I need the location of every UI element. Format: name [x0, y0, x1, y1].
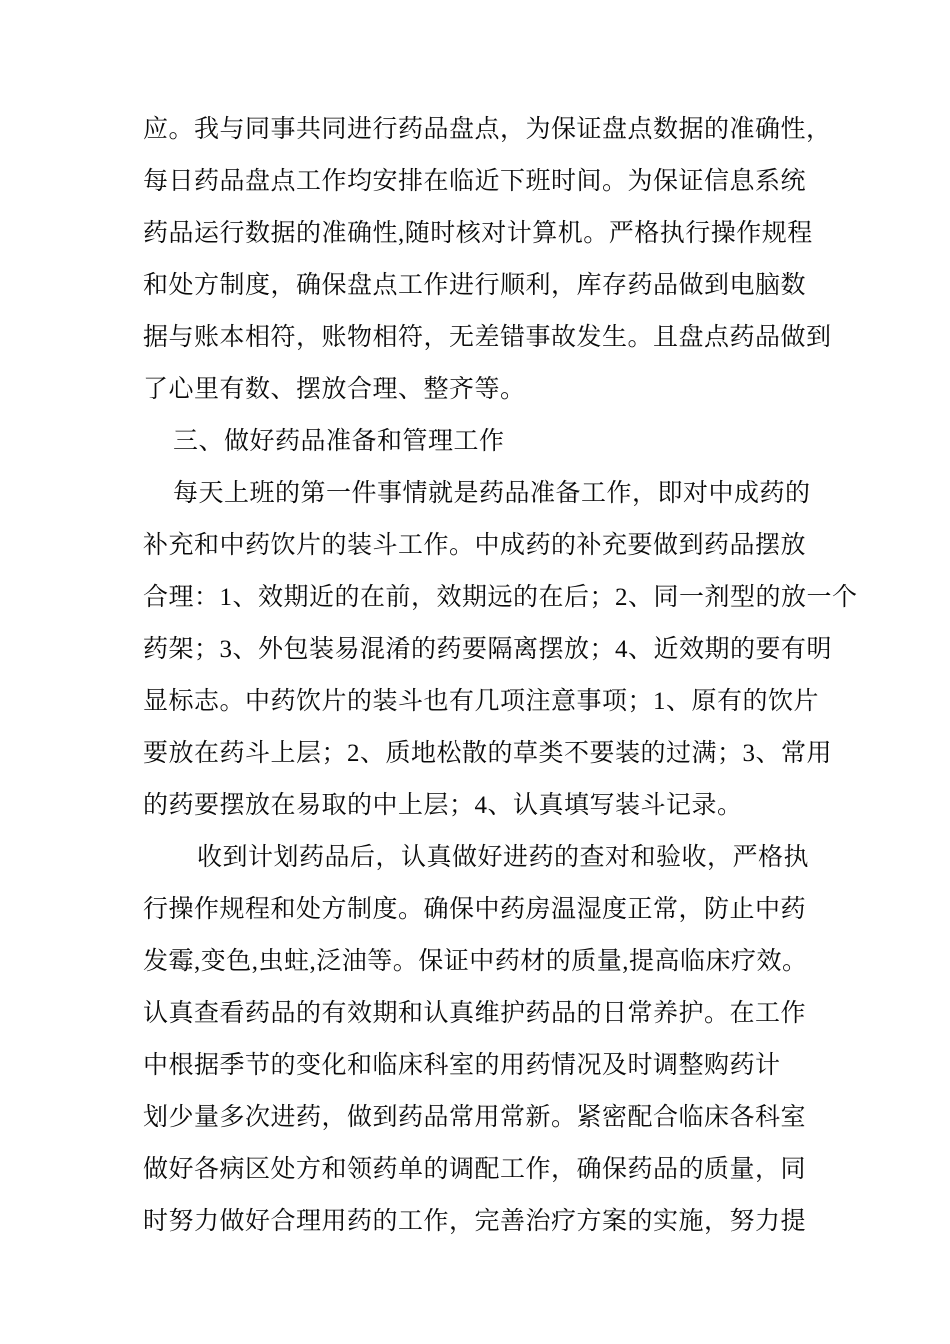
text-line: 药架；3、外包装易混淆的药要隔离摆放；4、近效期的要有明 [143, 636, 833, 663]
text-line: 收到计划药品后，认真做好进药的查对和验收，严格执 [197, 844, 810, 871]
text-line: 中根据季节的变化和临床科室的用药情况及时调整购药计 [143, 1052, 781, 1079]
text-line: 认真查看药品的有效期和认真维护药品的日常养护。在工作 [143, 1000, 807, 1027]
document-text-block [143, 104, 858, 1248]
text-line: 合理：1、效期近的在前，效期远的在后；2、同一剂型的放一个 [143, 584, 858, 611]
text-line: 时努力做好合理用药的工作，完善治疗方案的实施，努力提 [143, 1208, 807, 1235]
text-line: 行操作规程和处方制度。确保中药房温湿度正常，防止中药 [143, 896, 807, 923]
text-line: 应。我与同事共同进行药品盘点，为保证盘点数据的准确性， [143, 116, 832, 143]
text-line: 补充和中药饮片的装斗工作。中成药的补充要做到药品摆放 [143, 532, 807, 559]
text-line: 据与账本相符，账物相符，无差错事故发生。且盘点药品做到 [143, 324, 832, 351]
section-heading: 三、做好药品准备和管理工作 [173, 428, 505, 455]
text-line: 每日药品盘点工作均安排在临近下班时间。为保证信息系统 [143, 168, 807, 195]
text-line: 了心里有数、摆放合理、整齐等。 [143, 376, 526, 403]
text-line: 发霉,变色,虫蛀,泛油等。保证中药材的质量,提高临床疗效。 [143, 948, 808, 975]
text-line: 每天上班的第一件事情就是药品准备工作，即对中成药的 [173, 480, 811, 507]
text-line: 药品运行数据的准确性,随时核对计算机。严格执行操作规程 [143, 220, 813, 247]
text-line: 显标志。中药饮片的装斗也有几项注意事项；1、原有的饮片 [143, 688, 820, 715]
text-line: 和处方制度，确保盘点工作进行顺利，库存药品做到电脑数 [143, 272, 807, 299]
text-line: 做好各病区处方和领药单的调配工作，确保药品的质量，同 [143, 1156, 807, 1183]
text-line: 要放在药斗上层；2、质地松散的草类不要装的过满；3、常用 [143, 740, 833, 767]
text-line: 划少量多次进药，做到药品常用常新。紧密配合临床各科室 [143, 1104, 807, 1131]
text-line: 的药要摆放在易取的中上层；4、认真填写装斗记录。 [143, 792, 743, 819]
